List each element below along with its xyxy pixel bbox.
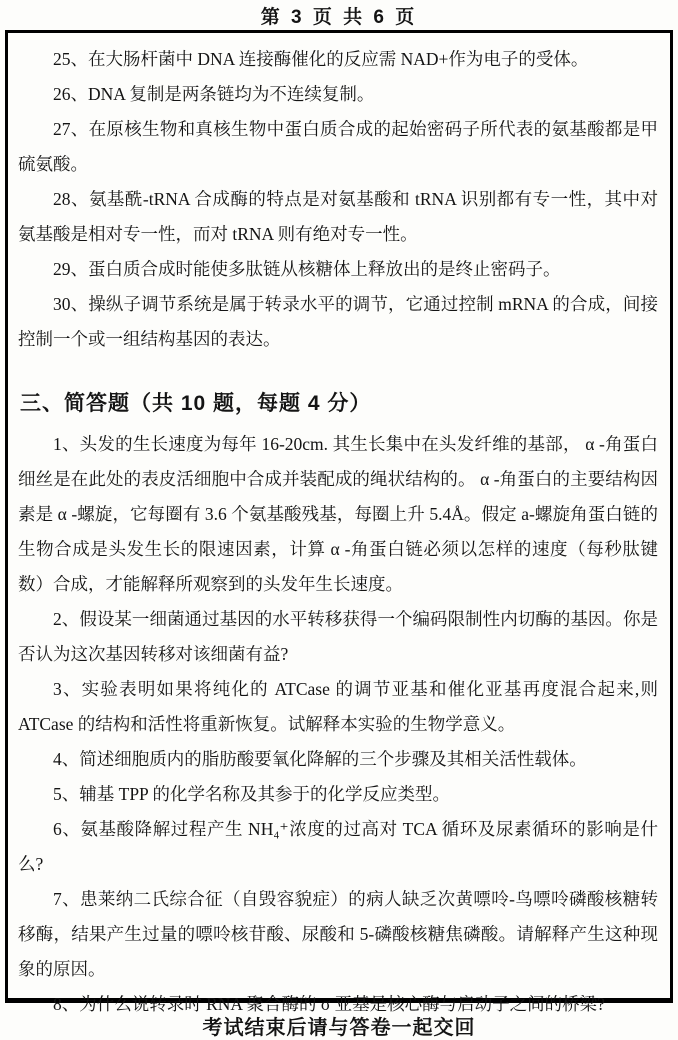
- section-title-short-answer: 三、简答题（共 10 题，每题 4 分）: [20, 392, 372, 415]
- tf-item-28: 28、氨基酰-tRNA 合成酶的特点是对氨基酸和 tRNA 识别都有专一性，其中对氨基酸是相对专一性，而对 tRNA 则有绝对专一性。: [18, 189, 658, 244]
- question-3: 3、实验表明如果将纯化的 ATCase 的调节亚基和催化亚基再度混合起来,则 ATCase 的结构和活性将重新恢复。试解释本实验的生物学意义。: [18, 679, 658, 734]
- page-number-header: 第 3 页 共 6 页: [260, 7, 418, 28]
- question-2: 2、假设某一细菌通过基因的水平转移获得一个编码限制性内切酶的基因。你是否认为这次基因转移对该细菌有益?: [18, 609, 658, 664]
- question-6: 6、氨基酸降解过程产生 NH₄⁺浓度的过高对 TCA 循环及尿素循环的影响是什么?: [18, 819, 658, 874]
- question-8: 8、为什么说转录时 RNA 聚合酶的 σ 亚基是核心酶与启动子之间的桥梁?: [53, 994, 605, 1014]
- question-7: 7、患莱纳二氏综合征（自毁容貌症）的病人缺乏次黄嘌呤-鸟嘌呤磷酸核糖转移酶，结果产生过量的嘌呤核苷酸、尿酸和 5-磷酸核糖焦磷酸。请解释产生这种现象的原因。: [18, 889, 658, 979]
- page-footer-notice: 考试结束后请与答卷一起交回: [202, 1017, 476, 1039]
- tf-item-27: 27、在原核生物和真核生物中蛋白质合成的起始密码子所代表的氨基酸都是甲硫氨酸。: [18, 119, 658, 174]
- exam-content-frame: [5, 30, 673, 1014]
- question-5: 5、辅基 TPP 的化学名称及其参于的化学反应类型。: [53, 784, 451, 804]
- tf-item-29: 29、蛋白质合成时能使多肽链从核糖体上释放出的是终止密码子。: [53, 259, 561, 279]
- tf-item-26: 26、DNA 复制是两条链均为不连续复制。: [53, 84, 375, 104]
- question-1: 1、头发的生长速度为每年 16-20cm. 其生长集中在头发纤维的基部， α -角蛋白细丝是在此处的表皮活细胞中合成并装配成的绳状结构的。 α -角蛋白的主要结构因素是 α -螺旋，它每圈有 3.6 个氨基酸残基，每圈上升 5.4Å。假定 a-螺旋角蛋白链的生物合成是头发生长的限速因素，计算 α -角蛋白链必须以怎样的速度（每秒肽键数）合成，才能解释所观察到的头发年生长速度。: [18, 434, 658, 594]
- tf-item-30: 30、操纵子调节系统是属于转录水平的调节，它通过控制 mRNA 的合成，间接控制一个或一组结构基因的表达。: [18, 294, 658, 349]
- tf-item-25: 25、在大肠杆菌中 DNA 连接酶催化的反应需 NAD+作为电子的受体。: [53, 49, 589, 69]
- question-4: 4、简述细胞质内的脂肪酸要氧化降解的三个步骤及其相关活性载体。: [53, 749, 587, 769]
